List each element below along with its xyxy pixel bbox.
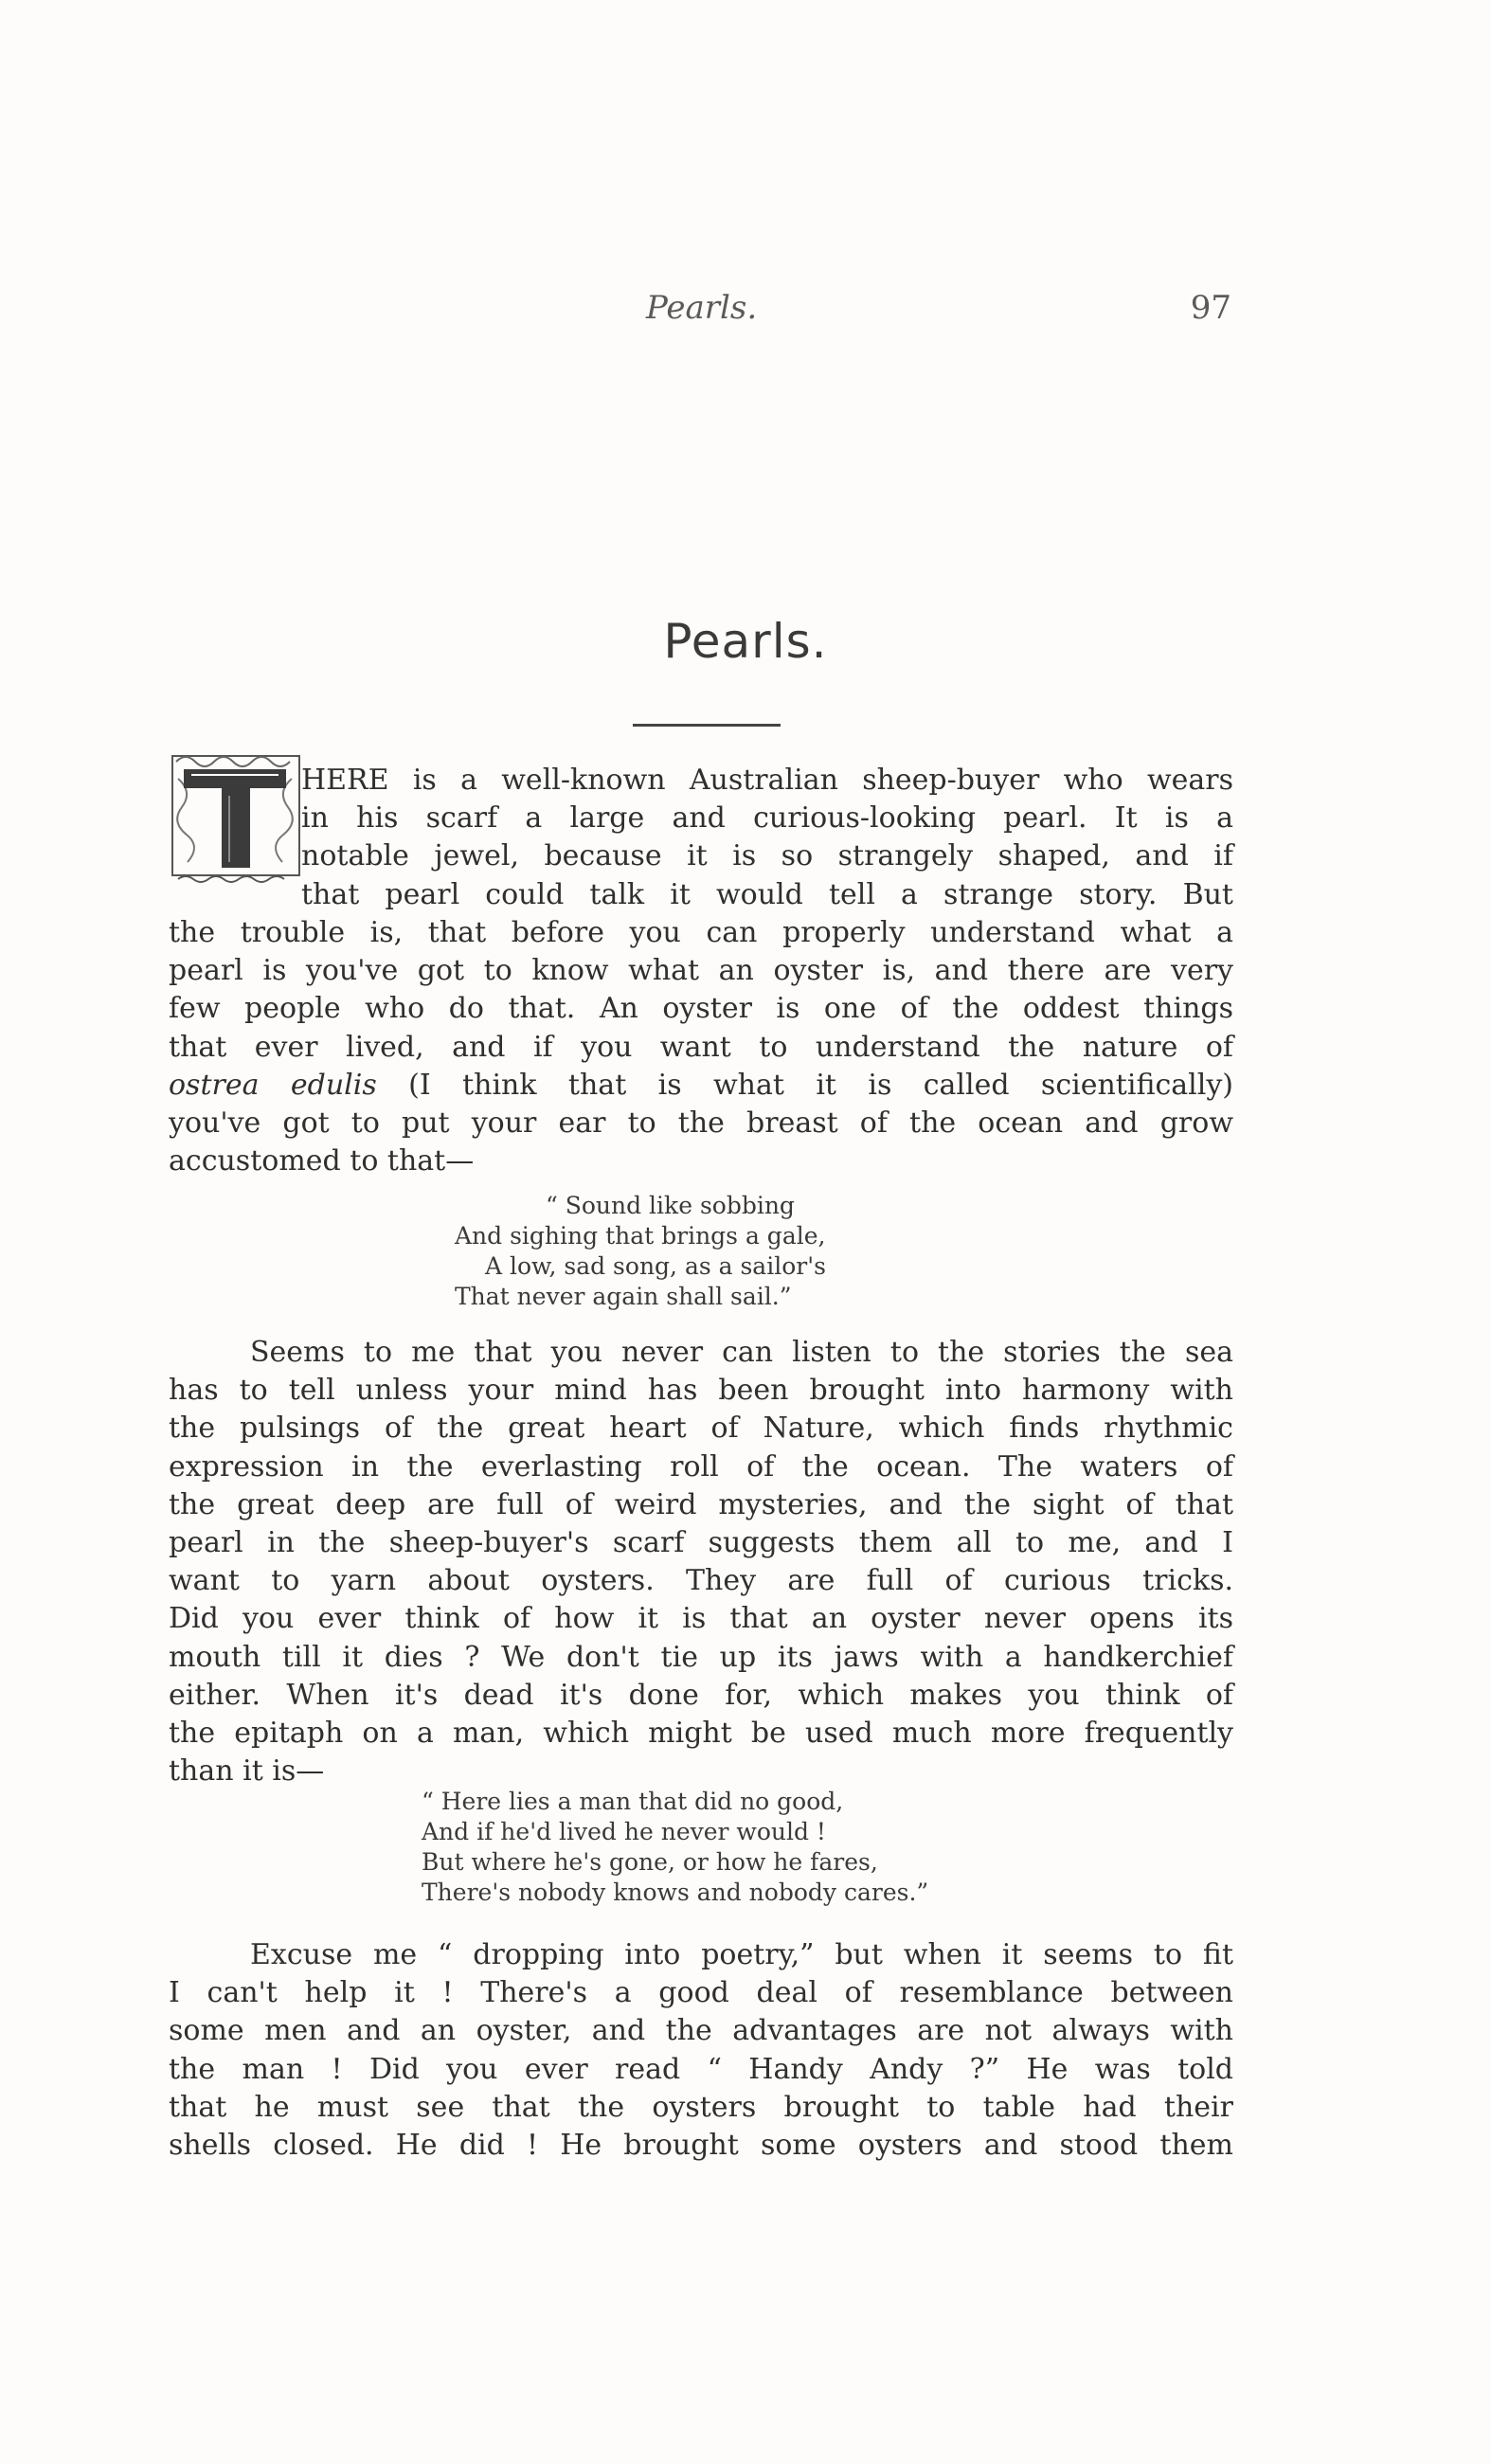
text-line: some men and an oyster, and the advantages are not always with [169,2014,1233,2048]
text-line: the great deep are full of weird mysteries, and the sight of that [169,1487,1233,1521]
text-line: accustomed to that— [169,1144,475,1178]
running-title: Pearls. [646,289,758,327]
paragraph-1-indented [301,762,1233,914]
text-line: that pearl could talk it would tell a strange story. But [301,877,1233,911]
text-line: pearl in the sheep-buyer's scarf suggests them all to me, and I [169,1526,1233,1560]
verse-2 [422,1787,928,1908]
text-line: that ever lived, and if you want to understand the nature of [169,1030,1233,1064]
text-line: I can't help it ! There's a good deal of resemblance between [169,1976,1233,2010]
text-line: want to yarn about oysters. They are full of curious tricks. [169,1564,1233,1598]
text-line-with-latin [169,1067,1233,1105]
text-line: HERE is a well-known Australian sheep-buyer who wears [301,764,1233,797]
paragraph-3 [169,1936,1233,2165]
verse-line: There's nobody knows and nobody cares.” [422,1879,929,1906]
verse-line: A low, sad song, as a sailor's [485,1252,826,1280]
text-line: Seems to me that you never can listen to the stories the sea [250,1336,1233,1369]
paragraph-1 [169,914,1233,1180]
text-line: few people who do that. An oyster is one of the oddest things [169,992,1233,1026]
page-number: 97 [1190,289,1231,327]
verse-line: But where he's gone, or how he fares, [422,1848,878,1876]
text-line: you've got to put your ear to the breast of the ocean and grow [169,1106,1233,1141]
text-line: (I think that is what it is called scientifically) [408,1068,1233,1102]
text-line: mouth till it dies ? We don't tie up its jaws with a handkerchief [169,1640,1233,1674]
text-line: the epitaph on a man, which might be used much more frequently [169,1717,1233,1751]
text-line: pearl is you've got to know what an oyster is, and there are very [169,954,1233,988]
verse-line: And sighing that brings a gale, [455,1222,826,1250]
title-rule [633,724,781,727]
text-line: Did you ever think of how it is that an oyster never opens its [169,1602,1233,1636]
text-line: shells closed. He did ! He brought some oysters and stood them [169,2129,1233,2163]
latin-name: ostrea edulis [169,1068,377,1102]
text-line: than it is— [169,1754,325,1789]
verse-line: “ Here lies a man that did no good, [422,1788,844,1815]
text-line: that he must see that the oysters brought to table had their [169,2090,1233,2124]
text-line: in his scarf a large and curious-looking pearl. It is a [301,801,1233,836]
verse-1 [455,1191,826,1312]
verse-line: That never again shall sail.” [455,1283,792,1310]
text-line: the trouble is, that before you can properly understand what a [169,916,1233,949]
text-line: either. When it's dead it's done for, which makes you think of [169,1678,1233,1712]
text-line: has to tell unless your mind has been brought into harmony with [169,1374,1233,1408]
chapter-title: Pearls. [663,614,828,669]
drop-cap-ornament [169,750,303,894]
text-line: expression in the everlasting roll of the ocean. The waters of [169,1449,1233,1484]
text-line: Excuse me “ dropping into poetry,” but when it seems to fit [250,1938,1233,1971]
text-line: the man ! Did you ever read “ Handy Andy ?” He was told [169,2052,1233,2086]
drop-cap-icon [169,750,303,894]
text-line: the pulsings of the great heart of Nature, which finds rhythmic [169,1412,1233,1446]
verse-line: “ Sound like sobbing [546,1192,795,1219]
paragraph-2 [169,1334,1233,1790]
text-line: notable jewel, because it is so strangely shaped, and if [301,839,1233,873]
verse-line: And if he'd lived he never would ! [422,1818,826,1845]
